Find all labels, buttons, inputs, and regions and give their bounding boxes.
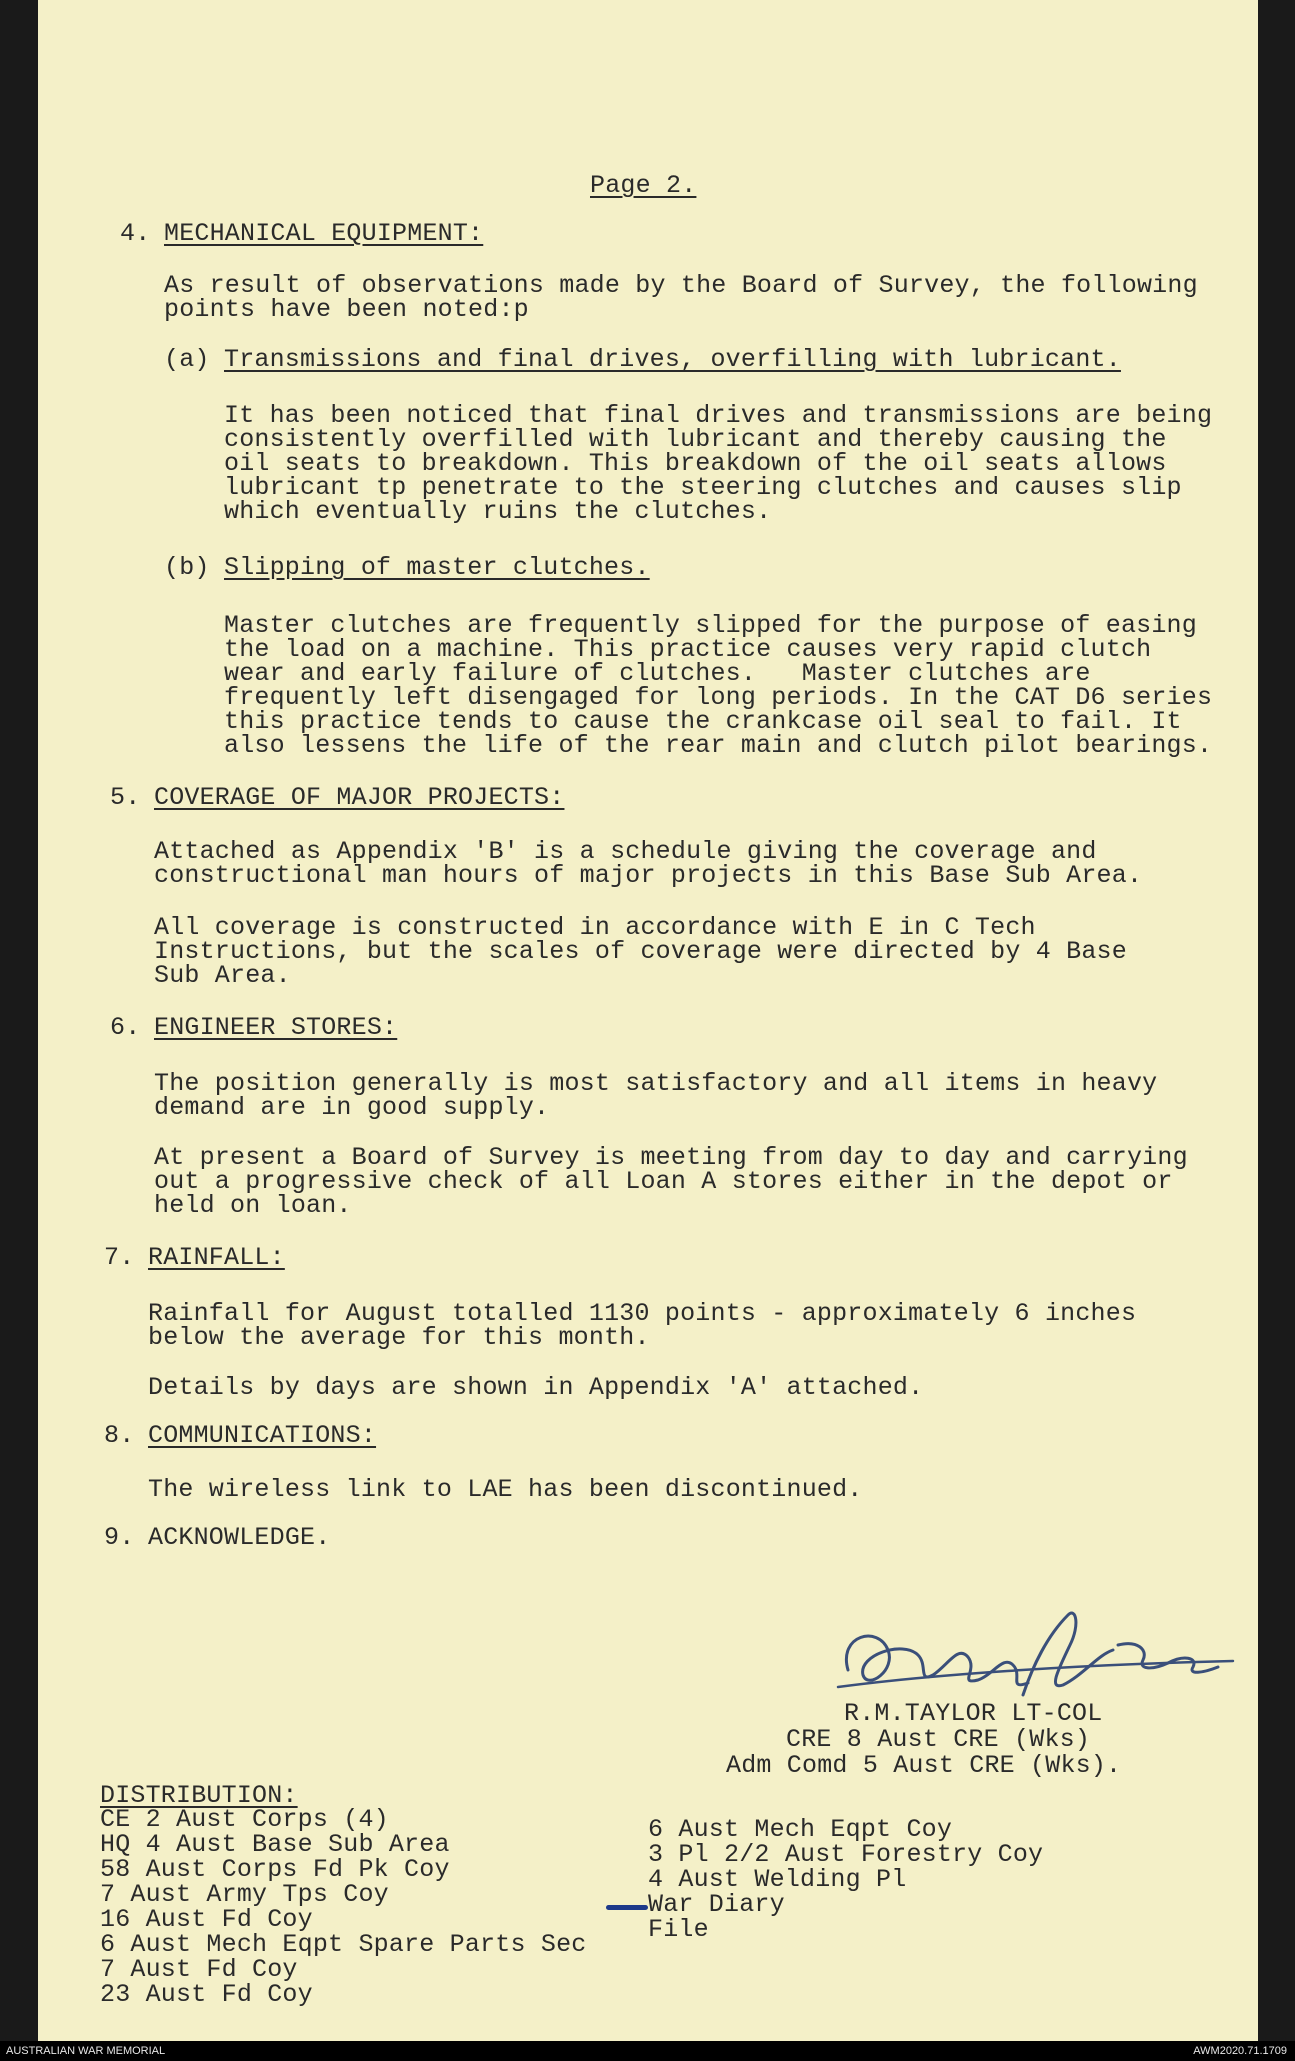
section-4a-heading: Transmissions and final drives, overfilling with lubricant.: [224, 345, 1121, 374]
section-6-heading: ENGINEER STORES:: [154, 1013, 398, 1042]
section-9-heading: ACKNOWLEDGE.: [148, 1523, 331, 1552]
distribution-item: 7 Aust Army Tps Coy: [100, 1880, 389, 1909]
section-6-paragraph-1: The position generally is most satisfactory and all items in heavy demand are in good supply.: [154, 1069, 1158, 1122]
section-4a-body: It has been noticed that final drives and transmissions are being consistently overfilled with lubricant and thereby causing the oil seats to breakdown. This breakdown of the oil seats allows lubricant tp penetrate to the steering clutches and causes slip which eventually ruins the clutches.: [224, 401, 1213, 526]
signatory-title: CRE 8 Aust CRE (Wks): [786, 1725, 1091, 1754]
distribution-item: 4 Aust Welding Pl: [648, 1865, 907, 1894]
distribution-item: File: [648, 1915, 709, 1944]
section-6-number: 6.: [110, 1013, 141, 1042]
section-6-paragraph-2: At present a Board of Survey is meeting from day to day and carrying out a progressive check of all Loan A stores either in the depot or held on loan.: [154, 1143, 1188, 1220]
section-4-intro: As result of observations made by the Board of Survey, the following points have been noted:p: [164, 271, 1198, 324]
section-9-number: 9.: [104, 1523, 135, 1552]
section-7-heading: RAINFALL:: [148, 1243, 285, 1272]
section-4a-label: (a): [164, 345, 210, 374]
distribution-item: 16 Aust Fd Coy: [100, 1905, 313, 1934]
section-5-number: 5.: [110, 783, 141, 812]
section-5-heading: COVERAGE OF MAJOR PROJECTS:: [154, 783, 565, 812]
section-5-paragraph-2: All coverage is constructed in accordance with E in C Tech Instructions, but the scales of coverage were directed by 4 Base Sub Area.: [154, 913, 1127, 990]
distribution-item: 7 Aust Fd Coy: [100, 1955, 298, 1984]
section-4b-body: Master clutches are frequently slipped for the purpose of easing the load on a machine. This practice causes very rapid clutch wear and early failure of clutches. Master clutches are frequently left disengaged for long periods. In the CAT D6 series this practice tends to cause the crankcase oil seal to fail. It also lessens the life of the rear main and clutch pilot bearings.: [224, 611, 1213, 760]
section-7-paragraph-1: Rainfall for August totalled 1130 points - approximately 6 inches below the average for this month.: [148, 1299, 1137, 1352]
war-diary-tick-mark: [606, 1905, 648, 1910]
distribution-heading: DISTRIBUTION:: [100, 1781, 298, 1810]
distribution-item: 3 Pl 2/2 Aust Forestry Coy: [648, 1840, 1044, 1869]
section-7-paragraph-2: Details by days are shown in Appendix 'A' attached.: [148, 1373, 924, 1402]
distribution-item: War Diary: [648, 1890, 785, 1919]
distribution-item: HQ 4 Aust Base Sub Area: [100, 1830, 450, 1859]
distribution-item: 58 Aust Corps Fd Pk Coy: [100, 1855, 450, 1884]
distribution-item: 6 Aust Mech Eqpt Spare Parts Sec: [100, 1930, 587, 1959]
signatory-name: R.M.TAYLOR LT-COL: [844, 1699, 1103, 1728]
section-4-heading: MECHANICAL EQUIPMENT:: [164, 219, 484, 248]
archive-reference: AWM2020.71.1709: [1193, 2045, 1287, 2057]
section-4-number: 4.: [120, 219, 151, 248]
archive-footer: [0, 2041, 1295, 2061]
archive-name: AUSTRALIAN WAR MEMORIAL: [6, 2045, 166, 2057]
distribution-item: 23 Aust Fd Coy: [100, 1980, 313, 2009]
section-7-number: 7.: [104, 1243, 135, 1272]
distribution-item: CE 2 Aust Corps (4): [100, 1805, 389, 1834]
page-number: Page 2.: [590, 171, 697, 200]
section-4b-label: (b): [164, 553, 210, 582]
section-4b-heading: Slipping of master clutches.: [224, 553, 650, 582]
section-8-heading: COMMUNICATIONS:: [148, 1421, 377, 1450]
document-page: [38, 0, 1258, 2041]
section-8-paragraph-1: The wireless link to LAE has been discontinued.: [148, 1475, 863, 1504]
signatory-command: Adm Comd 5 Aust CRE (Wks).: [726, 1751, 1122, 1780]
section-5-paragraph-1: Attached as Appendix 'B' is a schedule giving the coverage and constructional man hours of major projects in this Base Sub Area.: [154, 837, 1143, 890]
distribution-item: 6 Aust Mech Eqpt Coy: [648, 1815, 953, 1844]
section-8-number: 8.: [104, 1421, 135, 1450]
